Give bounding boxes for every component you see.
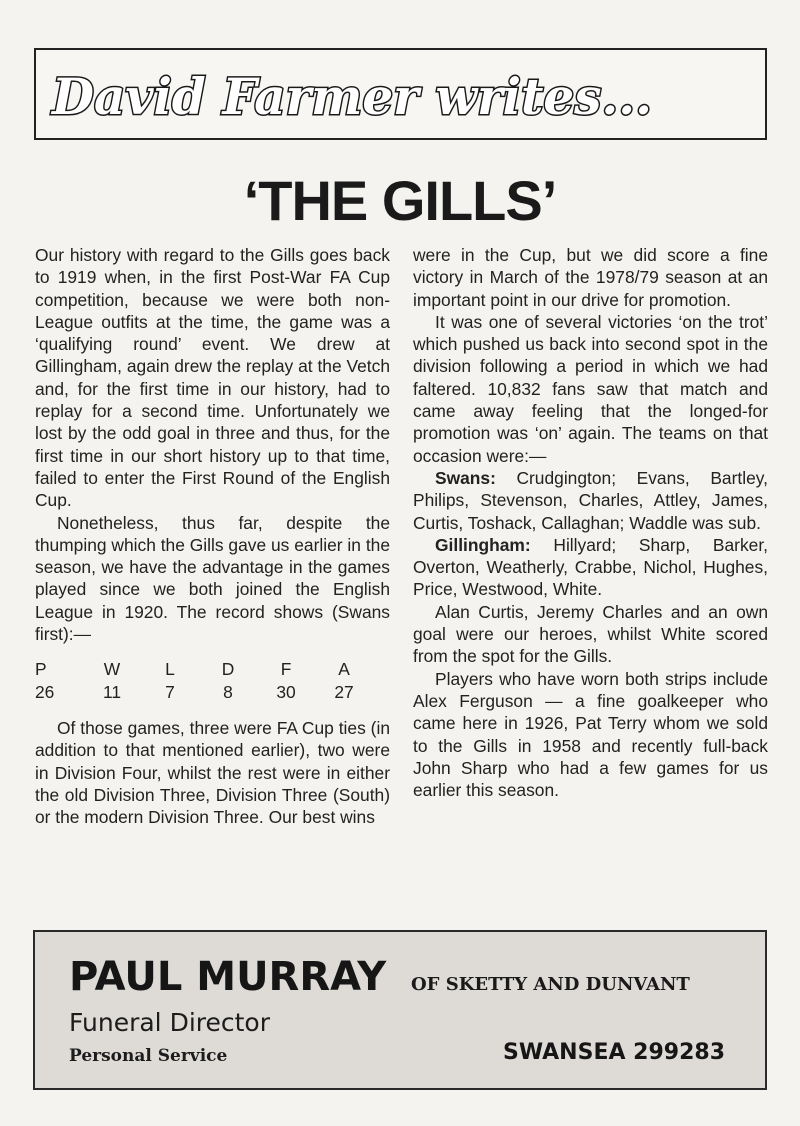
record-header: P	[35, 659, 47, 680]
article-paragraph: Alan Curtis, Jeremy Charles and an own goal were our heroes, whilst White scored from the spot for the Gills.	[413, 601, 768, 667]
swans-lineup	[413, 467, 768, 534]
gills-players: Hillyard; Sharp, Barker, Overton, Weatherly, Crabbe, Nichol, Hughes, Price, Westwood, White.	[413, 534, 768, 600]
record-header: A	[338, 659, 350, 680]
record-value: 11	[102, 681, 122, 702]
record-value: 26	[35, 681, 55, 702]
article-paragraph: Nonetheless, thus far, despite the thumping which the Gills gave us earlier in the season, we have the advantage in the games played since we both joined the English League in 1920. The record shows (Swans first):—	[35, 512, 390, 645]
record-table	[35, 658, 390, 703]
advert-service: Personal Service	[69, 1046, 228, 1066]
article-paragraph: were in the Cup, but we did score a fine victory in March of the 1978/79 season at an important point in our drive for promotion.	[413, 245, 768, 310]
gills-label: Gillingham:	[435, 534, 531, 555]
record-value-row	[35, 681, 390, 703]
advert-name: PAUL MURRAY	[69, 954, 387, 1000]
article-column-right	[413, 244, 768, 801]
advertisement-box	[33, 930, 767, 1090]
record-header-row	[35, 658, 390, 680]
record-value: 7	[165, 681, 175, 702]
advert-location: OF SKETTY AND DUNVANT	[411, 974, 690, 995]
record-header: F	[280, 659, 292, 680]
article-paragraph: Players who have worn both strips include Alex Ferguson — a fine goalkeeper who came here in 1926, Pat Terry whom we sold to the Gills in 1958 and recently full-back John Sharp who had a few games for us earlier this season.	[413, 668, 768, 801]
record-header: D	[221, 659, 235, 680]
byline-title: David Farmer writes...	[50, 67, 653, 126]
article-column-left	[35, 244, 390, 828]
record-value: 27	[334, 681, 354, 702]
article-paragraph: Of those games, three were FA Cup ties (in addition to that mentioned earlier), two were in Division Four, whilst the rest were in either the old Division Three, Division Three (South) or the modern Division Three. Our best wins	[35, 717, 390, 828]
swans-label: Swans:	[435, 467, 496, 488]
record-header: W	[103, 659, 121, 680]
article-paragraph: Our history with regard to the Gills goes back to 1919 when, in the first Post-War FA Cup competition, because we were both non-League outfits at the time, the game was a ‘qualifying round’ event. We drew at Gillingham, again drew the replay at the Vetch and, for the first time in our history, had to replay for a second time. Unfortunately we lost by the odd goal in three and thus, for the first time in our short history up to that time, failed to enter the First Round of the English Cup.	[35, 245, 390, 511]
gills-lineup	[413, 534, 768, 601]
article-paragraph: It was one of several victories ‘on the trot’ which pushed us back into second spot in the division following a period in which we had faltered. 10,832 fans saw that match and came away feeling that the longed-for promotion was ‘on’ again. The teams on that occasion were:—	[413, 311, 768, 466]
headline: ‘THE GILLS’	[243, 169, 557, 232]
advert-role: Funeral Director	[69, 1008, 271, 1037]
advert-phone: SWANSEA 299283	[503, 1040, 725, 1065]
record-header: L	[165, 659, 175, 680]
record-value: 8	[223, 681, 233, 702]
swans-players: Crudgington; Evans, Bartley, Philips, Stevenson, Charles, Attley, James, Curtis, Toshack, Callaghan; Waddle was sub.	[413, 467, 768, 533]
byline-banner-art	[36, 50, 765, 138]
record-value: 30	[276, 681, 296, 702]
byline-banner	[34, 48, 767, 140]
